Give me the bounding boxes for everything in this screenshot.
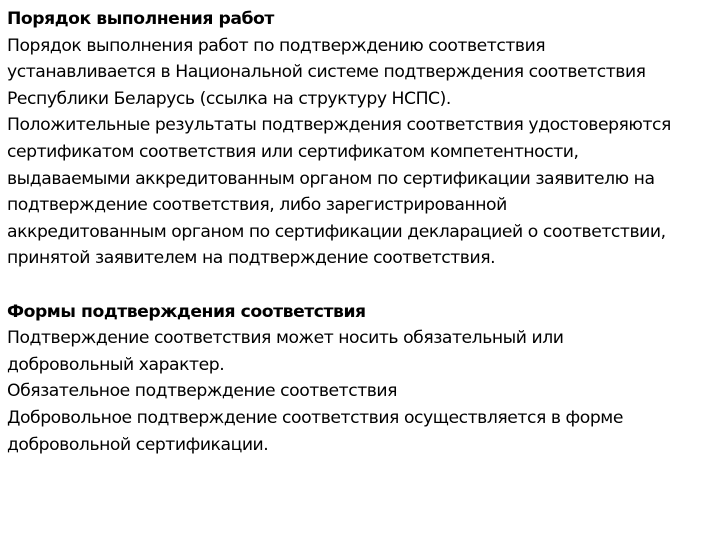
text-line: выдаваемыми аккредитованным органом по сертификации заявителю на bbox=[7, 168, 655, 189]
paragraph-spacer bbox=[7, 272, 715, 299]
text-line: Добровольное подтверждение соответствия осуществляется в форме bbox=[7, 407, 623, 428]
text-line: Республики Беларусь (ссылка на структуру НСПС). bbox=[7, 88, 451, 109]
text-line: сертификатом соответствия или сертификатом компетентности, bbox=[7, 141, 579, 162]
section-heading-procedure: Порядок выполнения работ bbox=[7, 9, 274, 29]
section-heading-forms: Формы подтверждения соответствия bbox=[7, 301, 366, 322]
text-line: Положительные результаты подтверждения соответствия удостоверяются bbox=[7, 115, 671, 136]
text-line: Обязательное подтверждение соответствия bbox=[7, 381, 398, 402]
text-line: Порядок выполнения работ по подтверждению соответствия bbox=[7, 35, 546, 56]
text-line: принятой заявителем на подтверждение соответствия. bbox=[7, 248, 496, 269]
text-line: подтверждение соответствия, либо зарегистрированной bbox=[7, 195, 507, 216]
slide-body bbox=[7, 6, 715, 458]
text-line: Подтверждение соответствия может носить обязательный или bbox=[7, 328, 564, 349]
text-line: добровольной сертификации. bbox=[7, 434, 269, 455]
text-line: аккредитованным органом по сертификации декларацией о соответствии, bbox=[7, 221, 666, 242]
text-line: добровольный характер. bbox=[7, 354, 225, 375]
text-line: устанавливается в Национальной системе подтверждения соответствия bbox=[7, 62, 646, 83]
